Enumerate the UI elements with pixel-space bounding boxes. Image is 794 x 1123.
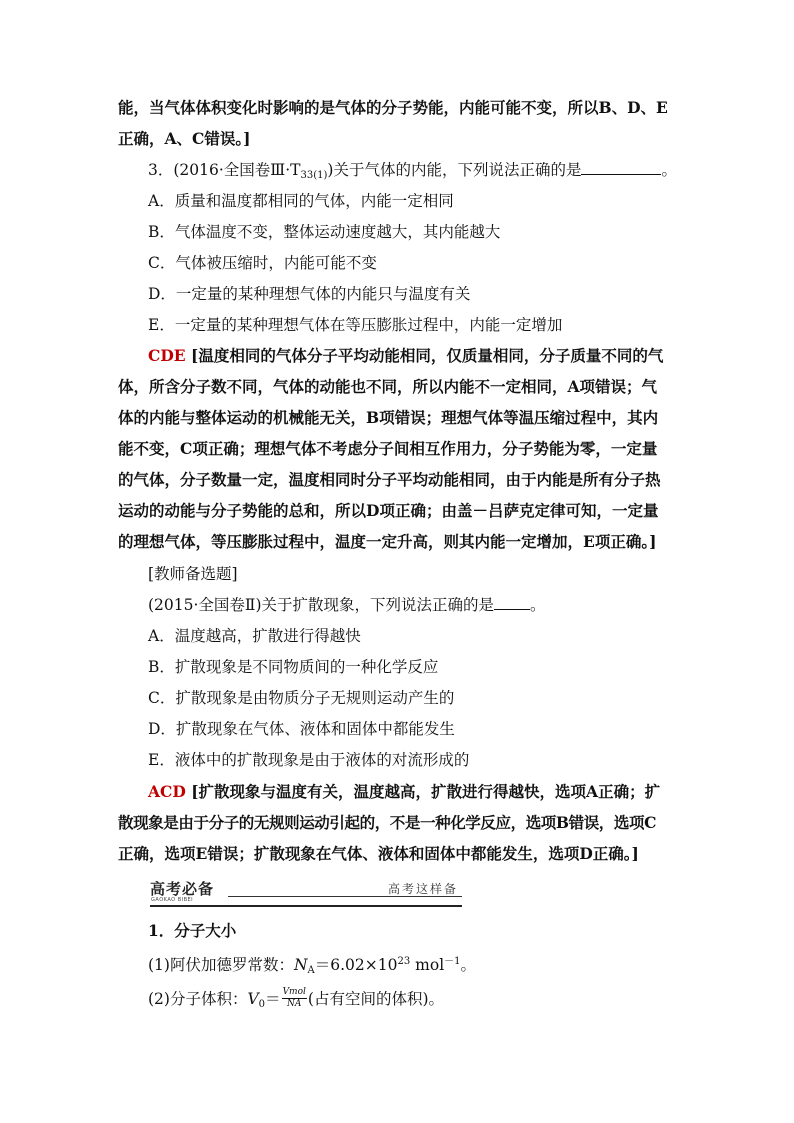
volume-line [148,988,444,1016]
volume-equals: ＝ [265,990,281,1008]
q3-explanation-0: [温度相同的气体分子平均动能相同，仅质量相同，分子质量不同的气 [185,346,664,365]
q3-explanation-line-5: 的气体，分子数量一定，温度相同时分子平均动能相同，由于内能是所有分子热 [118,470,661,489]
avogadro-value: ＝6.02×10 [314,956,398,974]
avogadro-unit: mol [410,956,445,974]
avogadro-line [148,951,476,982]
teacher-option-d: D．扩散现象在气体、液体和固体中都能发生 [148,720,455,738]
volume-note: (占有空间的体积)。 [307,990,445,1008]
avogadro-subscript: A [307,965,315,976]
q3-stem-end: 。 [661,161,677,179]
q3-option-e: E．一定量的某种理想气体在等压膨胀过程中，内能一定增加 [148,316,563,334]
banner-pinyin: GAOKAO BIBEI [151,897,194,903]
avogadro-exponent: 23 [397,956,411,967]
teacher-option-a: A．温度越高，扩散进行得越快 [148,627,361,645]
volume-fraction [282,987,307,1010]
banner-subtitle: 高考这样备 [387,882,458,896]
teacher-answer-label: ACD [148,782,186,801]
q3-answer-label: CDE [148,346,186,365]
volume-label: (2)分子体积： [148,990,248,1008]
teacher-stem-end: 。 [530,596,546,614]
q3-explanation-line-7: 的理想气体，等压膨胀过程中，温度一定升高，则其内能一定增加，E项正确。] [118,532,657,551]
q3-explanation-line-6: 运动的动能与分子势能的总和，所以D项正确；由盖－吕萨克定律可知，一定量 [118,501,659,520]
q3-explanation-line-4: 能不变，C项正确；理想气体不考虑分子间相互作用力，分子势能为零，一定量 [118,439,658,458]
avogadro-unit-exponent: －1 [444,956,461,967]
q3-stem-post: )关于气体的内能，下列说法正确的是 [327,161,582,179]
question-3-stem [148,159,677,187]
fraction-numerator: Vmol [282,986,306,997]
q3-option-a: A．质量和温度都相同的气体，内能一定相同 [148,192,454,210]
intro-line-1: 能，当气体体积变化时影响的是气体的分子势能，内能可能不变，所以B、D、E [118,98,668,117]
q3-option-b: B．气体温度不变，整体运动速度越大，其内能越大 [148,223,501,241]
teacher-explanation-line-3: 正确，选项E错误；扩散现象在气体、液体和固体中都能发生，选项D正确。] [118,844,639,863]
q3-stem-sub: 33(1) [300,170,328,181]
teacher-heading: [教师备选题] [148,565,238,583]
volume-symbol: V [247,990,259,1008]
q3-answer-line-1 [148,345,663,367]
teacher-option-c: C．扩散现象是由物质分子无规则运动产生的 [148,689,455,707]
volume-subscript: 0 [258,999,266,1010]
q3-explanation-line-3: 体的内能与整体运动的机械能无关，B项错误；理想气体等温压缩过程中，其内 [118,408,659,427]
banner-rule-thin [228,896,462,897]
banner-title: 高考必备 [150,880,215,898]
teacher-option-e: E．液体中的扩散现象是由于液体的对流形成的 [148,751,470,769]
q3-option-d: D．一定量的某种理想气体的内能只与温度有关 [148,285,471,303]
section-heading: 1．分子大小 [148,921,237,940]
teacher-answer-blank [494,594,530,610]
q3-stem-pre: 3．(2016·全国卷Ⅲ·T [148,161,301,179]
banner-rule-thick [150,905,462,907]
teacher-stem [148,594,546,616]
answer-blank [581,159,661,175]
q3-option-c: C．气体被压缩时，内能可能不变 [148,254,377,272]
avogadro-end: 。 [460,956,477,974]
teacher-explanation-0: [扩散现象与温度有关，温度越高，扩散进行得越快，选项A正确；扩 [185,782,661,801]
q3-explanation-line-2: 体，所含分子数不同，气体的动能也不同，所以内能不一定相同，A项错误；气 [118,377,658,396]
avogadro-label: (1)阿伏加德罗常数： [148,956,294,974]
avogadro-symbol: N [293,956,308,974]
intro-line-2: 正确，A、C错误。] [118,129,251,148]
teacher-explanation-line-2: 散现象是由于分子的无规则运动引起的，不是一种化学反应，选项B错误，选项C [118,813,657,832]
fraction-denominator: NA [287,998,302,1009]
teacher-stem-text: (2015·全国卷Ⅱ)关于扩散现象，下列说法正确的是 [148,596,495,614]
section-banner [150,876,462,908]
teacher-option-b: B．扩散现象是不同物质间的一种化学反应 [148,658,439,676]
teacher-answer-line-1 [148,781,660,803]
